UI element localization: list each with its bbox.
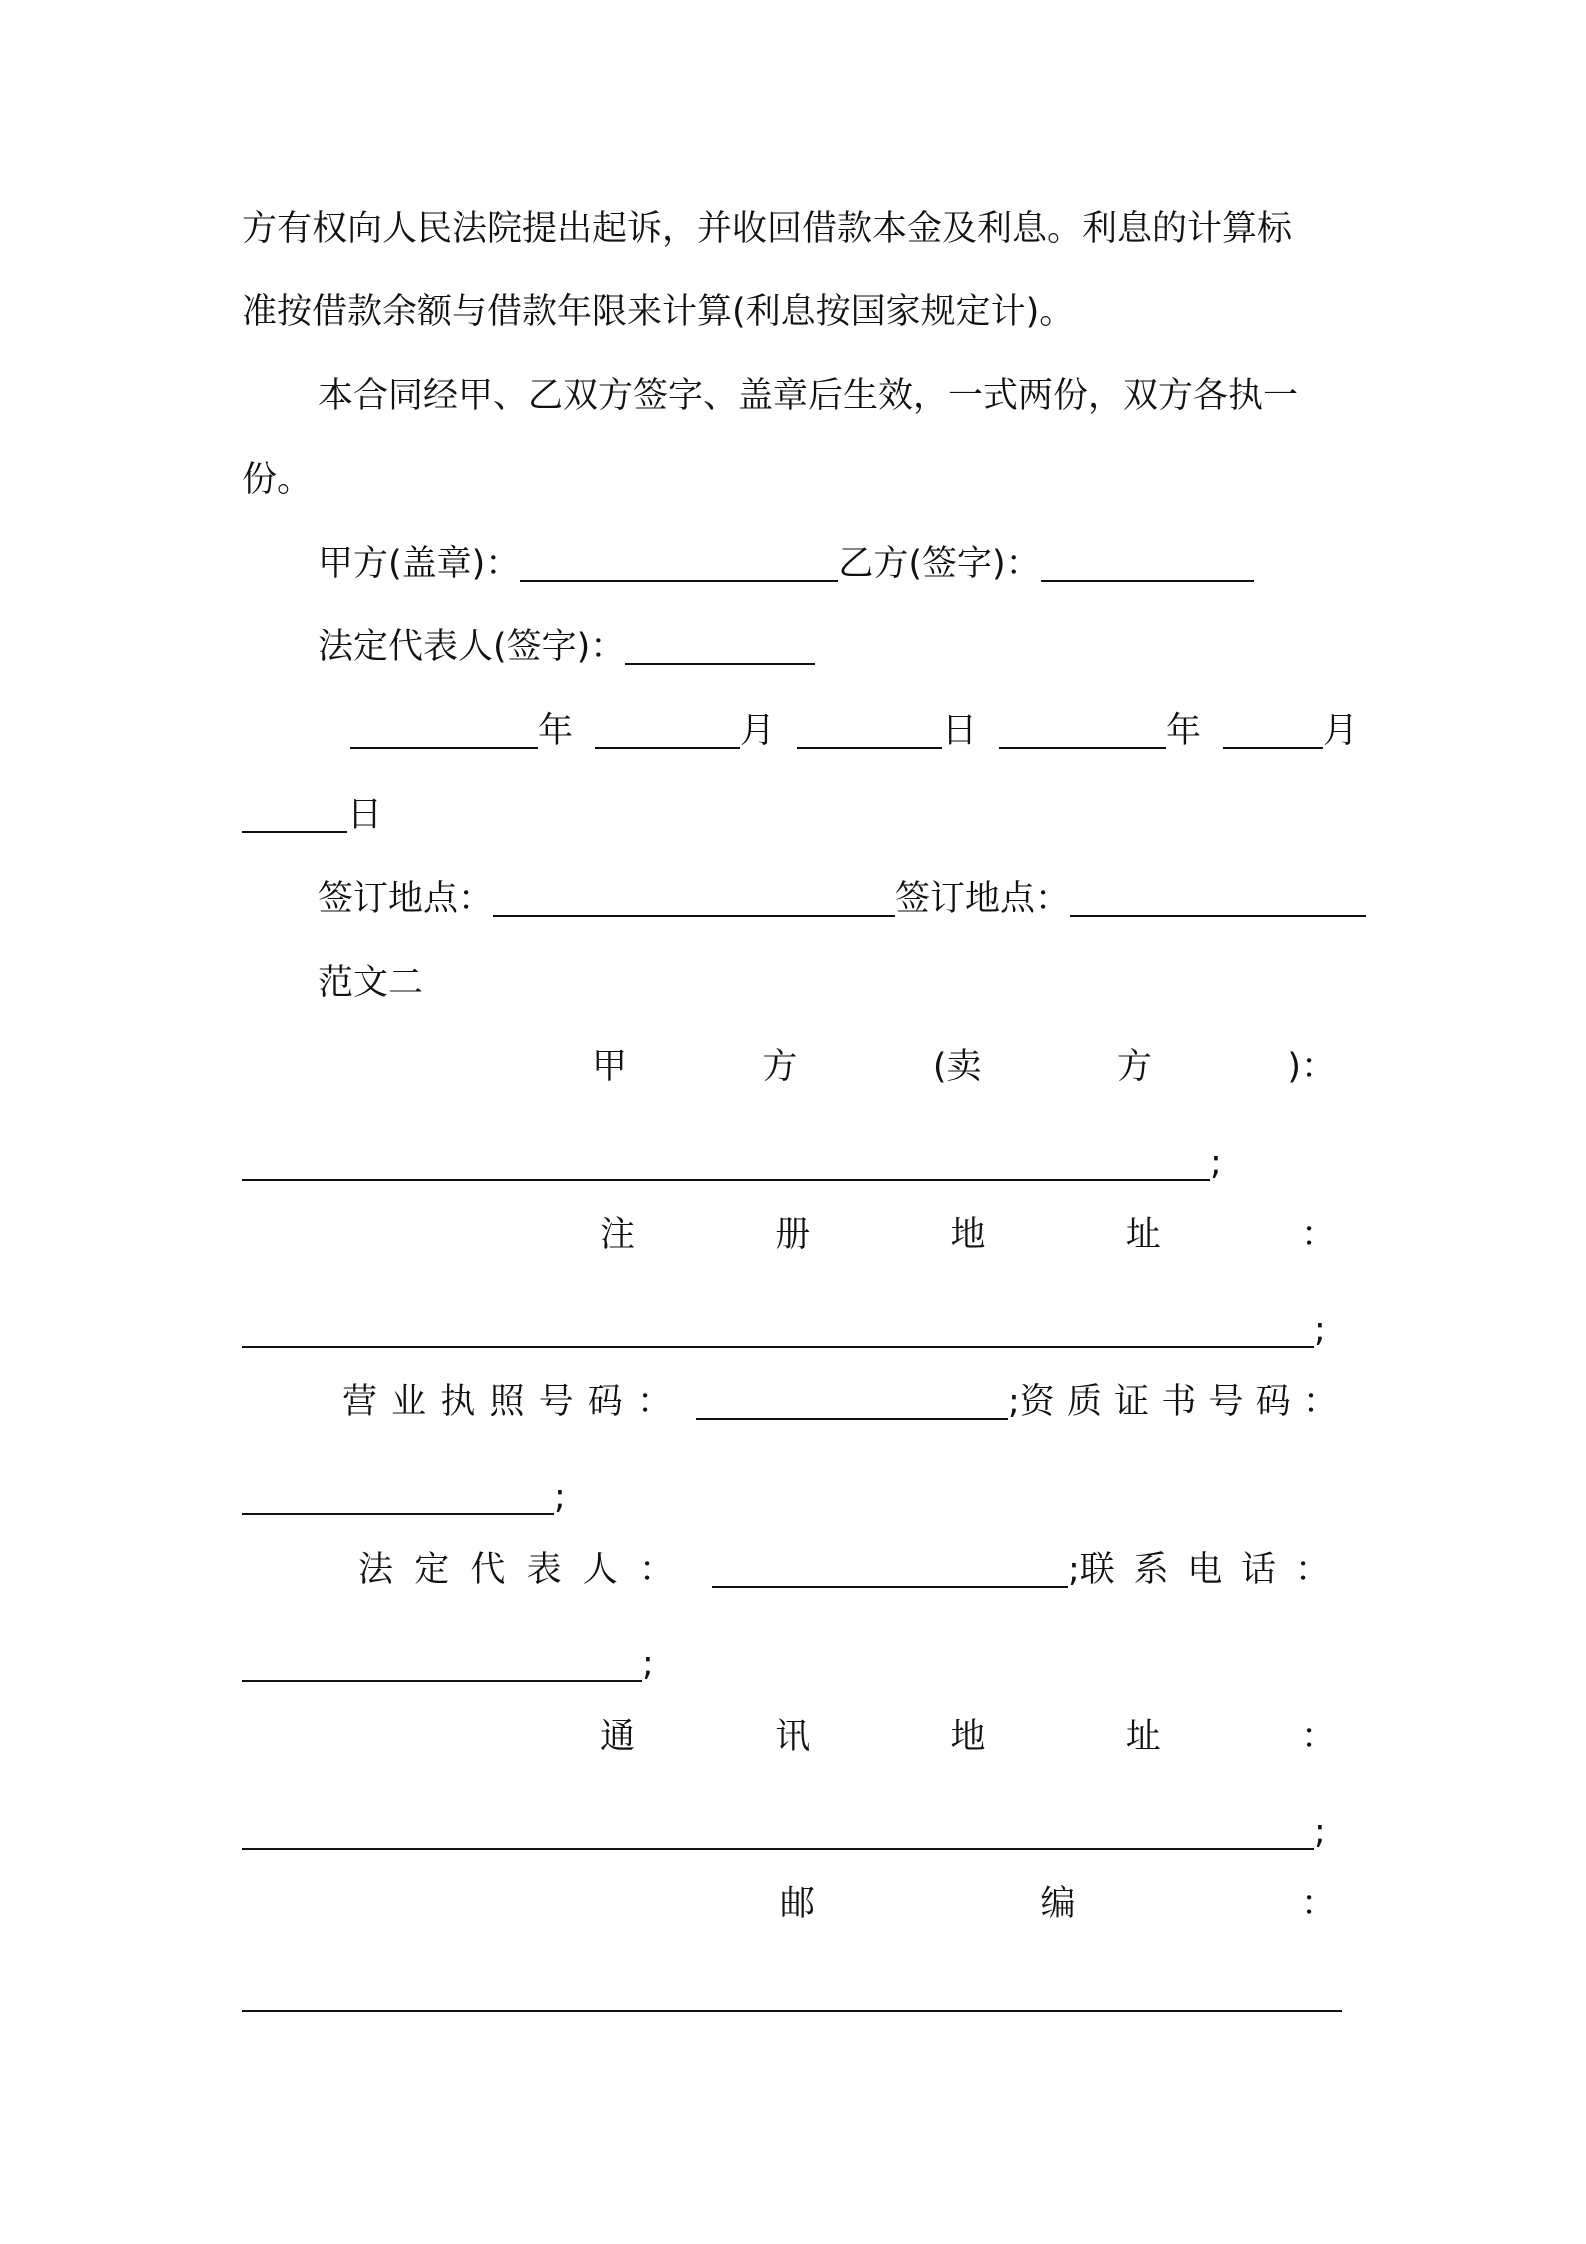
section-heading <box>318 953 1358 1013</box>
mail-address-blank[interactable] <box>242 1808 1314 1850</box>
legal-rep-blank[interactable] <box>712 1546 1068 1588</box>
label-char: )： <box>1287 1047 1336 1087</box>
seller-field <box>242 1133 1358 1193</box>
paragraph-line <box>242 199 1358 259</box>
date-group <box>1223 701 1358 761</box>
date-group <box>999 701 1201 761</box>
label-char: 证 <box>1114 1382 1150 1422</box>
label-char: 地 <box>950 1215 986 1255</box>
date-line <box>350 701 1358 761</box>
semicolon: ; <box>1314 1812 1326 1852</box>
year-label: 年 <box>1165 711 1201 751</box>
reg-address-blank[interactable] <box>242 1306 1314 1348</box>
semicolon: ; <box>1210 1143 1222 1183</box>
cert-label <box>1008 1372 1338 1432</box>
label-char: ： <box>1300 1717 1336 1757</box>
label-char: 号 <box>538 1382 574 1422</box>
label-char: 表 <box>526 1550 562 1590</box>
paragraph-line <box>242 450 1358 510</box>
cert-blank[interactable] <box>242 1473 554 1515</box>
label-char: 甲 <box>592 1047 628 1087</box>
phone-label <box>1068 1540 1330 1600</box>
party-b-blank[interactable] <box>1041 540 1254 582</box>
legal-rep-label: 法定代表人(签字)： <box>318 627 626 667</box>
label-char: 执 <box>440 1382 476 1422</box>
mail-address-label <box>600 1707 1336 1767</box>
license-blank[interactable] <box>696 1378 1008 1420</box>
paragraph-text: 准按借款余额与借款年限来计算(利息按国家规定计)。 <box>242 292 1075 332</box>
label-char: 通 <box>600 1717 636 1757</box>
month-blank[interactable] <box>1223 707 1323 749</box>
paragraph-line <box>242 282 1358 342</box>
label-char: 地 <box>950 1717 986 1757</box>
legal-rep-line <box>318 617 1358 677</box>
label-char: ： <box>638 1550 674 1590</box>
place-label: 签订地点： <box>318 879 494 919</box>
label-char: 册 <box>775 1215 811 1255</box>
reg-address-label <box>600 1205 1336 1265</box>
day-blank[interactable] <box>797 707 942 749</box>
date-group <box>797 701 977 761</box>
month-blank[interactable] <box>595 707 740 749</box>
label-char: 照 <box>489 1382 525 1422</box>
label-char: 电 <box>1187 1550 1223 1590</box>
heading-text: 范文二 <box>318 963 424 1003</box>
label-char: 号 <box>1208 1382 1244 1422</box>
month-label: 月 <box>1322 711 1358 751</box>
label-char: ;资 <box>1008 1382 1055 1422</box>
postcode-label <box>780 1874 1336 1934</box>
label-char: 人 <box>582 1550 618 1590</box>
label-char: 代 <box>470 1550 506 1590</box>
label-char: ： <box>1294 1550 1330 1590</box>
day-label: 日 <box>347 795 383 835</box>
label-char: 系 <box>1133 1550 1169 1590</box>
year-blank[interactable] <box>999 707 1166 749</box>
label-char: (卖 <box>932 1047 982 1087</box>
paragraph-line <box>318 366 1358 426</box>
reg-address-field <box>242 1300 1358 1360</box>
label-char: 址 <box>1125 1717 1161 1757</box>
label-char: 方 <box>762 1047 798 1087</box>
label-char: 质 <box>1066 1382 1102 1422</box>
label-char: ： <box>636 1382 672 1422</box>
place-line <box>318 869 1358 929</box>
paragraph-text: 本合同经甲、乙双方签字、盖章后生效，一式两份，双方各执一 <box>318 376 1299 416</box>
semicolon: ; <box>554 1477 566 1517</box>
label-char: 邮 <box>780 1884 816 1924</box>
label-char: 码 <box>1255 1382 1291 1422</box>
year-blank[interactable] <box>350 707 538 749</box>
phone-blank[interactable] <box>242 1640 642 1682</box>
label-char: 讯 <box>775 1717 811 1757</box>
label-char: 码 <box>587 1382 623 1422</box>
year-label: 年 <box>538 711 574 751</box>
date-group <box>350 701 573 761</box>
label-char: 书 <box>1161 1382 1197 1422</box>
seller-blank[interactable] <box>242 1139 1210 1181</box>
semicolon: ; <box>1314 1310 1326 1350</box>
cert-field <box>242 1467 1358 1527</box>
legal-rep-phone-line <box>358 1540 1338 1600</box>
party-a-label: 甲方(盖章)： <box>318 544 521 584</box>
paragraph-text: 方有权向人民法院提出起诉，并收回借款本金及利息。利息的计算标 <box>242 209 1293 249</box>
date-group <box>595 701 775 761</box>
paragraph-text: 份。 <box>242 460 313 500</box>
legal-rep-blank[interactable] <box>625 623 815 665</box>
license-line <box>342 1372 1338 1432</box>
day-blank[interactable] <box>242 791 347 833</box>
label-char: ： <box>1302 1382 1338 1422</box>
postcode-blank[interactable] <box>242 2010 1342 2012</box>
label-char: 法 <box>358 1550 394 1590</box>
day-label: 日 <box>941 711 977 751</box>
label-char: 业 <box>391 1382 427 1422</box>
signature-line <box>318 534 1358 594</box>
mail-address-field <box>242 1802 1358 1862</box>
place-blank[interactable] <box>493 875 895 917</box>
phone-field <box>242 1634 1358 1694</box>
license-label <box>342 1372 672 1432</box>
date-line <box>242 785 1358 845</box>
place-blank[interactable] <box>1070 875 1366 917</box>
label-char: ： <box>1300 1215 1336 1255</box>
party-b-label: 乙方(签字)： <box>838 544 1041 584</box>
semicolon: ; <box>642 1644 654 1684</box>
label-char: 编 <box>1040 1884 1076 1924</box>
label-char: 话 <box>1241 1550 1277 1590</box>
month-label: 月 <box>739 711 775 751</box>
label-char: 营 <box>342 1382 378 1422</box>
label-char: ： <box>1300 1884 1336 1924</box>
party-a-blank[interactable] <box>520 540 838 582</box>
label-char: 方 <box>1116 1047 1152 1087</box>
place-label: 签订地点： <box>895 879 1071 919</box>
seller-label <box>592 1037 1336 1097</box>
legal-rep-label <box>358 1540 674 1600</box>
label-char: ;联 <box>1068 1550 1115 1590</box>
label-char: 址 <box>1125 1215 1161 1255</box>
label-char: 定 <box>414 1550 450 1590</box>
label-char: 注 <box>600 1215 636 1255</box>
